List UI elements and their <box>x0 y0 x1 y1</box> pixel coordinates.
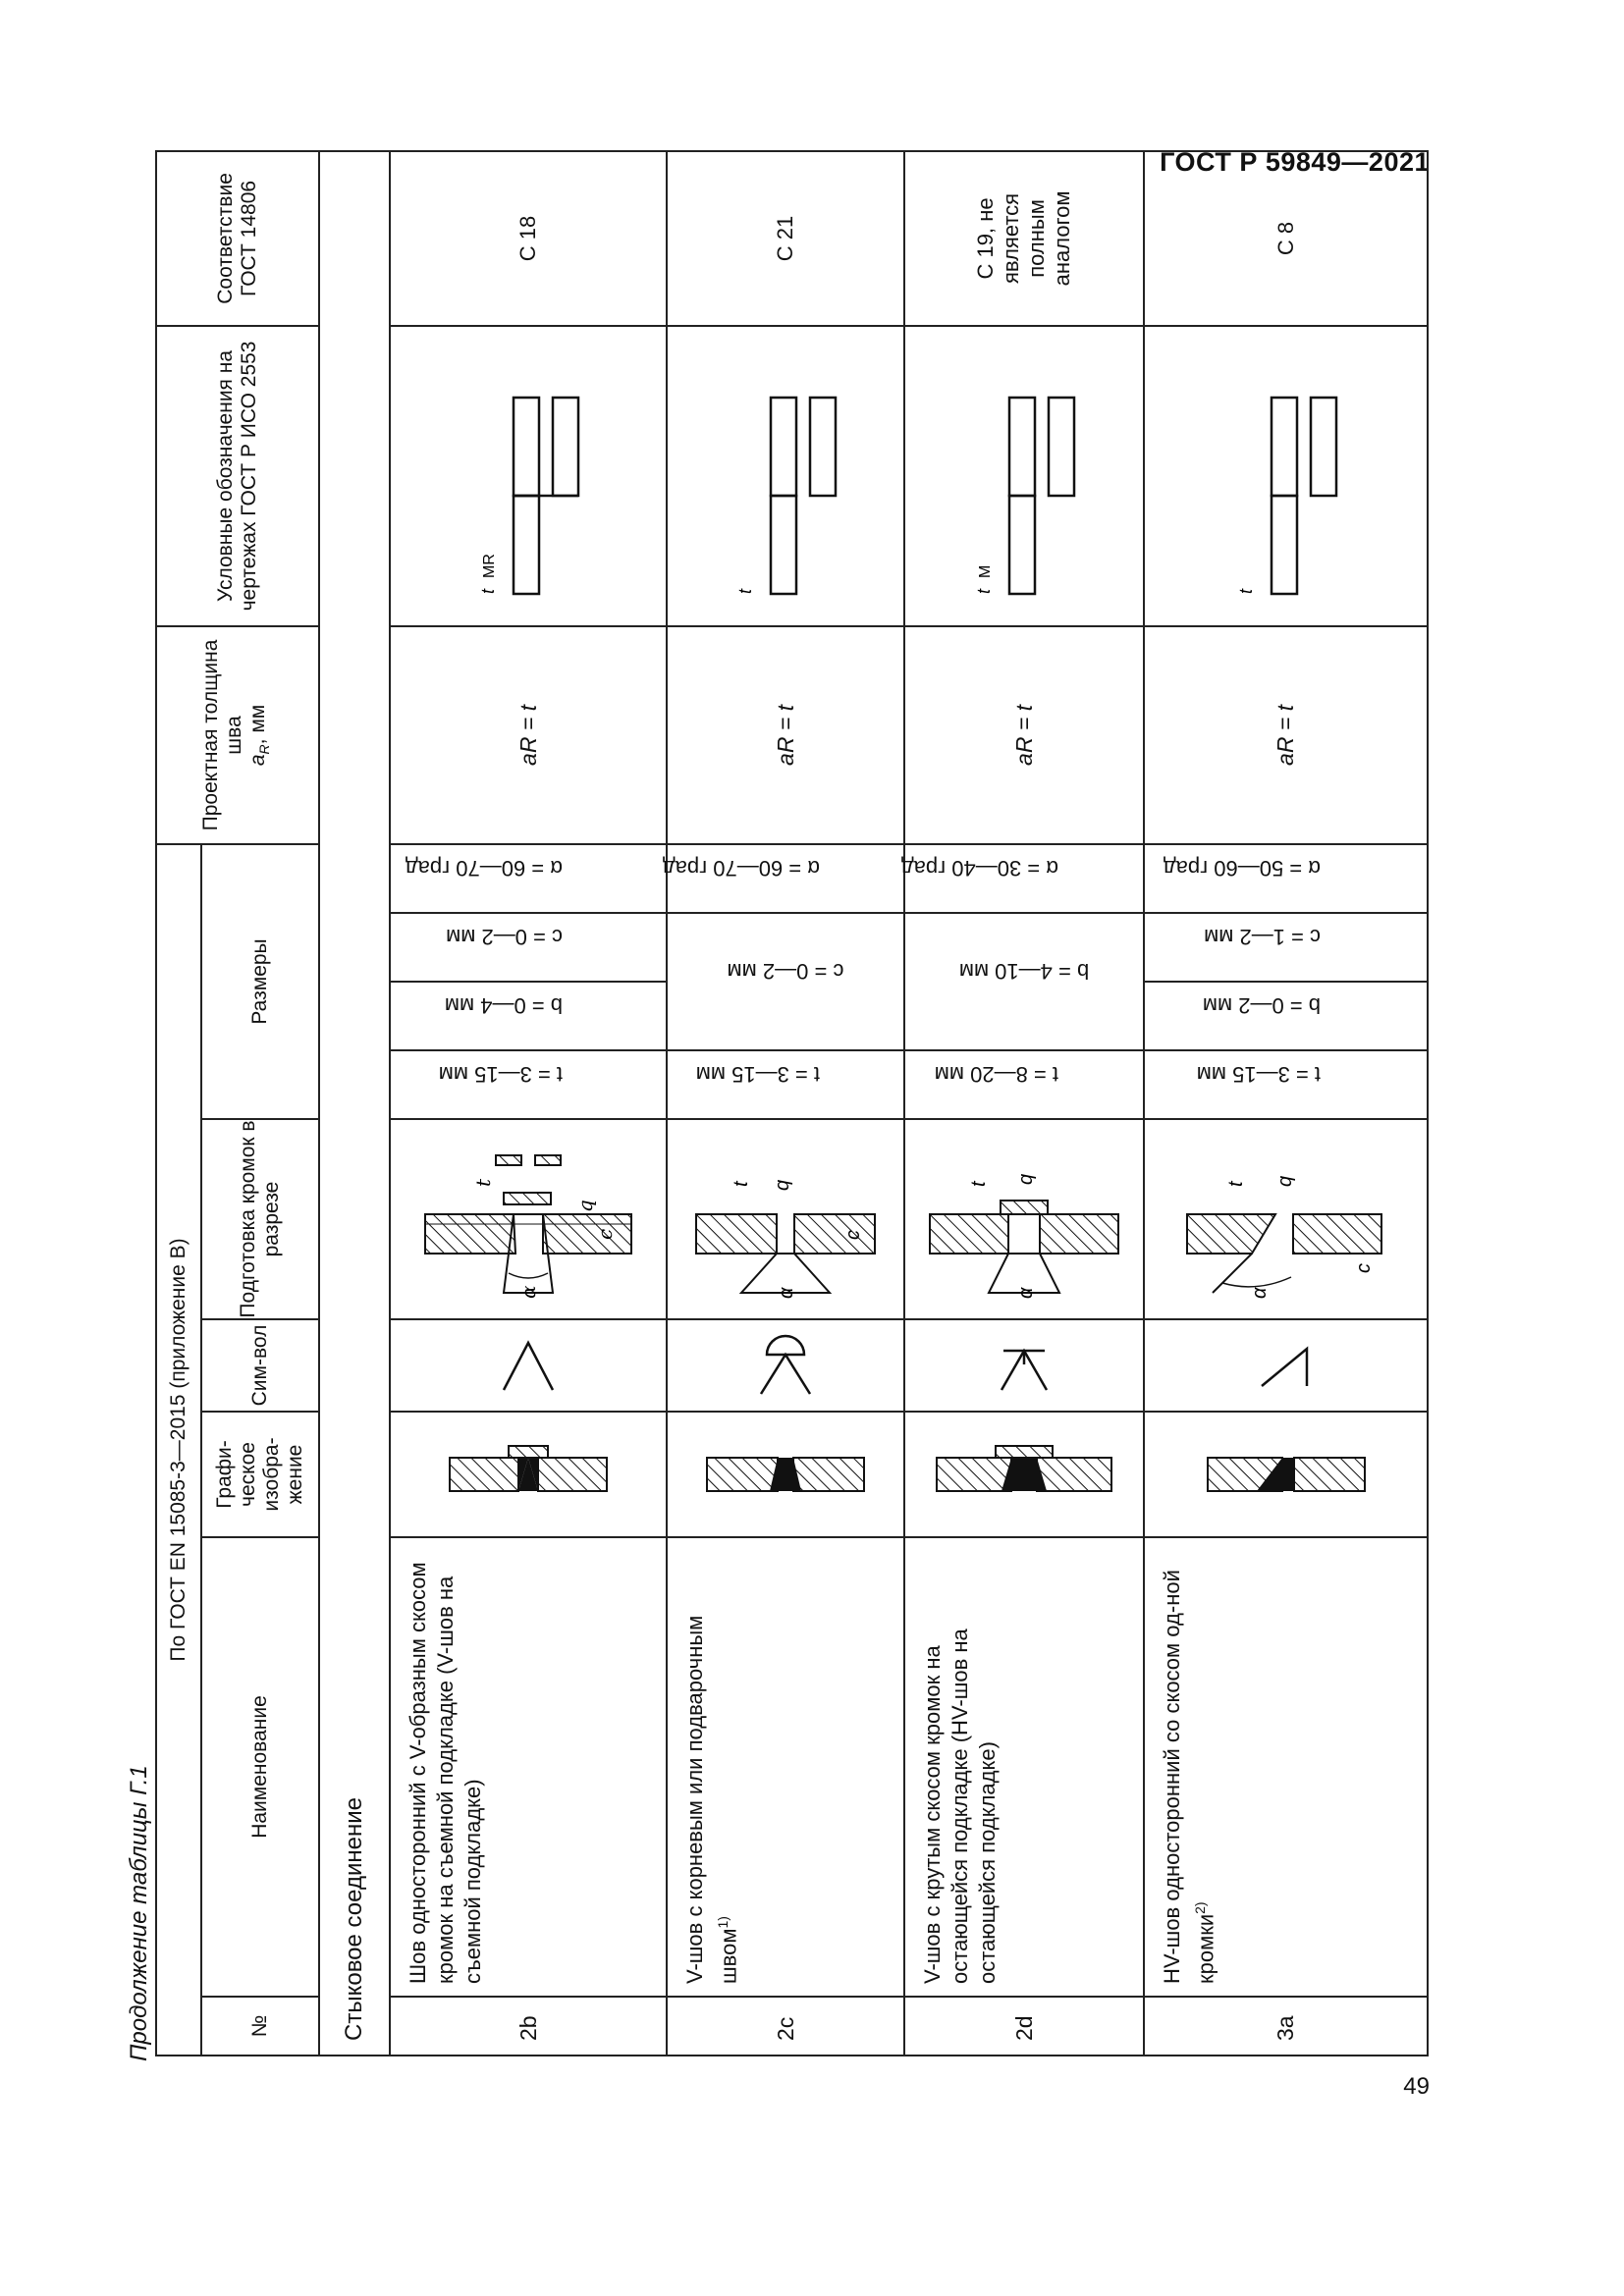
dim-value: b = 4—10 мм <box>904 913 1144 1050</box>
svg-text:α: α <box>776 1287 797 1299</box>
svg-text:t: t <box>1235 588 1256 594</box>
dim-value: α = 50—60 град <box>1144 844 1428 913</box>
label-c: c <box>593 1228 617 1240</box>
svg-text:α: α <box>1248 1287 1271 1299</box>
weld-table <box>155 150 1429 2056</box>
v-weld-symbol <box>390 1319 667 1412</box>
row-name: V-шов с крутым скосом кромок на остающейся подкладке (HV-шов на остающейся подкладке) <box>904 1537 1144 1997</box>
weld-designation-diagram <box>904 326 1144 626</box>
header-name: Наименование <box>201 1537 319 1997</box>
label-t: t <box>471 1178 495 1187</box>
table-caption: Продолжение таблицы Г.1 <box>126 1765 152 2061</box>
dim-value: α = 30—40 град <box>904 844 1144 913</box>
dim-value: c = 1—2 мм <box>1144 913 1428 982</box>
edge-prep-diagram <box>904 1119 1144 1319</box>
header-graphic: Графи-ческое изобра-жение <box>201 1412 319 1537</box>
dim-value: c = 0—2 мм <box>667 913 904 1050</box>
page-number: 49 <box>1403 2073 1430 2100</box>
edge-prep-diagram <box>1144 1119 1428 1319</box>
weld-designation-diagram <box>1144 326 1428 626</box>
svg-text:t: t <box>731 1181 752 1187</box>
v-weld-symbol <box>667 1319 904 1412</box>
svg-text:c: c <box>842 1230 864 1240</box>
dim-value: t = 3—15 мм <box>667 1050 904 1119</box>
row-number: 3a <box>1144 1997 1428 2056</box>
table-row <box>390 151 667 2056</box>
document-code: ГОСТ Р 59849—2021 <box>1160 147 1430 177</box>
correspondence-value: С 18 <box>390 151 667 326</box>
header-designation: Условные обозначения на чертежах ГОСТ Р ИСО 2553 <box>156 326 319 626</box>
dim-value: α = 60—70 град <box>667 844 904 913</box>
table-row <box>1144 151 1428 2056</box>
dim-value: b = 0—2 мм <box>1144 982 1428 1050</box>
svg-text:q: q <box>772 1179 793 1191</box>
svg-text:t: t <box>974 588 994 594</box>
dim-value: b = 0—4 мм <box>390 982 667 1050</box>
svg-text:q: q <box>1273 1175 1296 1187</box>
table-row <box>667 151 904 2056</box>
dim-value: c = 0—2 мм <box>390 913 667 982</box>
correspondence-value: С 8 <box>1144 151 1428 326</box>
svg-text:t: t <box>735 588 755 594</box>
row-number: 2b <box>390 1997 667 2056</box>
header-correspondence: Соответствие ГОСТ 14806 <box>156 151 319 326</box>
header-dims: Размеры <box>201 844 319 1119</box>
svg-text:t: t <box>1224 1181 1247 1187</box>
thickness-value: aR = t <box>1144 626 1428 844</box>
rotated-table-wrapper <box>155 173 1429 2056</box>
edge-prep-diagram <box>667 1119 904 1319</box>
header-no: № <box>201 1997 319 2056</box>
weld-designation-diagram <box>667 326 904 626</box>
dim-value: t = 3—15 мм <box>390 1050 667 1119</box>
header-symbol: Сим-вол <box>201 1319 319 1412</box>
svg-text:t: t <box>478 588 498 594</box>
row-name: HV-шов односторонний со скосом од-ной кромки$^{2)}$ <box>1144 1537 1428 1997</box>
table-row <box>904 151 1144 2056</box>
svg-text:c: c <box>1352 1263 1375 1273</box>
svg-text:α: α <box>1015 1287 1037 1299</box>
v-weld-symbol <box>1144 1319 1428 1412</box>
butt-joint-graphic <box>390 1412 667 1537</box>
thickness-value: aR = t <box>904 626 1144 844</box>
label-alpha: α <box>516 1285 540 1299</box>
thickness-value: aR = t <box>667 626 904 844</box>
edge-prep-diagram <box>390 1119 667 1319</box>
svg-text:q: q <box>1015 1173 1037 1185</box>
dim-value: t = 3—15 мм <box>1144 1050 1428 1119</box>
svg-text:t: t <box>968 1181 990 1187</box>
label-q: q <box>573 1200 597 1212</box>
group-header: По ГОСТ EN 15085-3—2015 (приложение В) <box>156 844 201 2056</box>
row-name: Шов односторонний с V-образным скосом кромок на съемной подкладке (V-шов на съемной подкладке) <box>390 1537 667 1997</box>
butt-joint-graphic <box>1144 1412 1428 1537</box>
designation-tag: MR <box>481 554 498 578</box>
correspondence-value: С 21 <box>667 151 904 326</box>
row-name: V-шов с корневым или подварочным швом$^{1)}$ <box>667 1537 904 1997</box>
header-thickness: Проектная толщина шва $a_R$, мм <box>156 626 319 844</box>
butt-joint-graphic <box>667 1412 904 1537</box>
dim-value: α = 60—70 град <box>390 844 667 913</box>
designation-tag: M <box>977 564 994 578</box>
row-number: 2d <box>904 1997 1144 2056</box>
dim-value: t = 8—20 мм <box>904 1050 1144 1119</box>
row-number: 2c <box>667 1997 904 2056</box>
weld-designation-diagram <box>390 326 667 626</box>
v-weld-symbol <box>904 1319 1144 1412</box>
correspondence-value: С 19, не является полным аналогом <box>904 151 1144 326</box>
thickness-value: aR = t <box>390 626 667 844</box>
butt-joint-graphic <box>904 1412 1144 1537</box>
section-title: Стыковое соединение <box>319 151 390 2056</box>
header-prep: Подготовка кромок в разрезе <box>201 1119 319 1319</box>
